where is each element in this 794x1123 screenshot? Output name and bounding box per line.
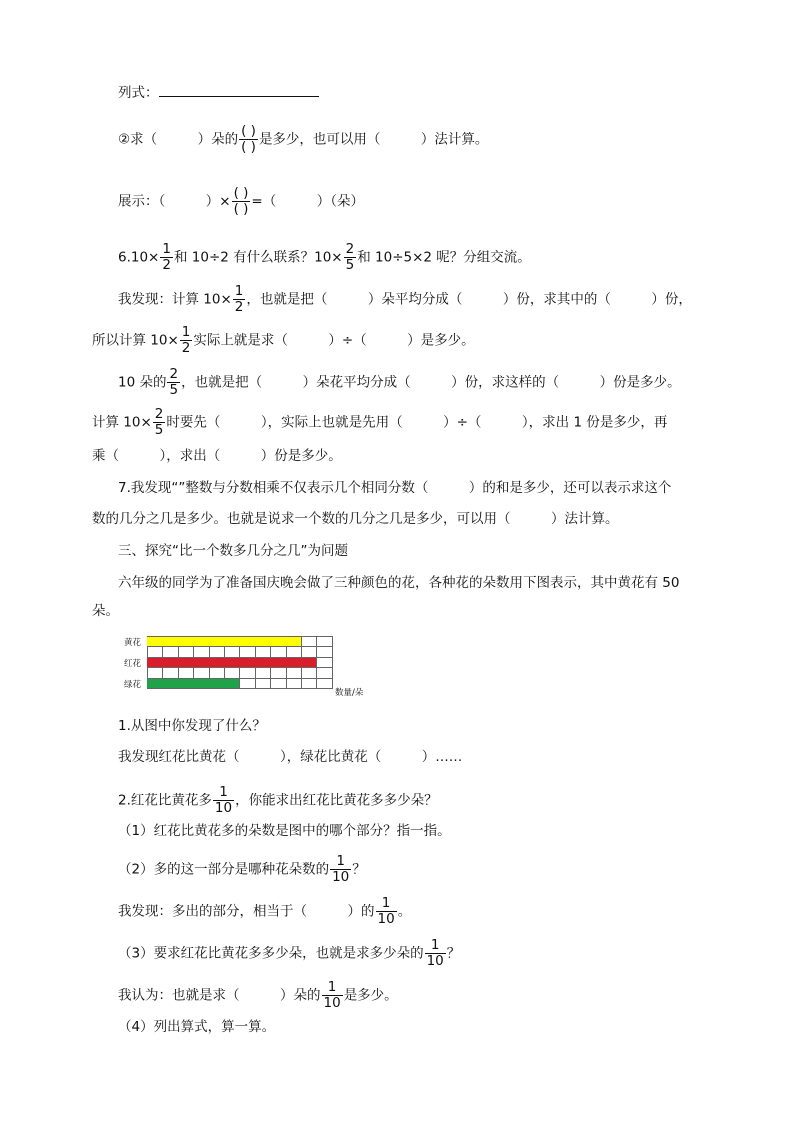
fraction-denominator: 10 — [426, 953, 444, 969]
fraction-denominator: 5 — [345, 257, 355, 273]
fraction-numerator: 2 — [154, 406, 164, 422]
problem-line-1: 六年级的同学为了准备国庆晚会做了三种颜色的花，各种花的朵数用下图表示，其中黄花有 50 — [118, 575, 680, 591]
formula-line — [118, 82, 319, 103]
fraction-denominator: ( ) — [241, 139, 256, 155]
sub-question-1: （1）红花比黄花多的朵数是图中的哪个部分？指一指。 — [118, 823, 451, 839]
text-segment: （3）要求红花比黄花多多少朵，也就是求多少朵的 — [118, 945, 424, 962]
fraction-numerator: 1 — [430, 937, 440, 953]
sub-question-2 — [118, 854, 366, 885]
fraction-denominator: 10 — [332, 869, 350, 885]
fraction-denominator: 5 — [154, 422, 164, 438]
finding-line-2 — [92, 325, 475, 356]
chart-grid-cell — [255, 678, 271, 689]
chart-category-label: 红花 — [124, 658, 142, 669]
text-segment: ？ — [446, 945, 461, 962]
text-segment: 是多少。 — [343, 987, 398, 1004]
fraction-numerator: ( ) — [233, 185, 249, 201]
text-segment: 10 朵的 — [118, 374, 167, 391]
fraction-denominator: 10 — [377, 911, 395, 927]
chart-grid-cell — [316, 678, 332, 689]
fraction-one-tenth — [376, 896, 397, 927]
text-segment: 实际上就是求（ ）÷（ ）是多少。 — [193, 332, 475, 349]
fraction-one-tenth — [322, 980, 343, 1011]
fraction-two-fifths — [344, 242, 357, 273]
chart-x-label: 数量/朵 — [335, 688, 364, 698]
text-segment: ？ — [352, 861, 366, 878]
answer-line-1: 我发现红花比黄花（ ），绿花比黄花（ ）…… — [118, 749, 463, 765]
fraction-one-tenth — [213, 785, 234, 816]
text-segment: 和 10÷2 有什么联系？10× — [173, 249, 343, 266]
text-segment: 时要先（ ），实际上也就是先用（ ）÷（ ），求出 1 份是多少，再 — [166, 414, 668, 431]
fraction-one-half — [233, 284, 246, 315]
text-segment: 我认为：也就是求（ ）朵的 — [118, 987, 321, 1004]
fraction-numerator: ( ) — [241, 123, 256, 139]
formula-label: 列式： — [118, 85, 159, 101]
chart-grid-cell — [239, 678, 255, 689]
text-segment: ，你能求出红花比黄花多多少朵？ — [235, 792, 438, 809]
fraction-blank — [239, 124, 258, 155]
fraction-denominator: 2 — [234, 299, 244, 315]
chart-grid-cell — [270, 678, 286, 689]
flower-bar-chart — [124, 636, 374, 702]
fraction-numerator: 1 — [219, 784, 228, 800]
text-segment: 和 10÷5×2 呢？分组交流。 — [357, 249, 531, 266]
fraction-numerator: 1 — [181, 324, 191, 340]
finding-line-6 — [118, 896, 411, 927]
fraction-numerator: 1 — [381, 895, 391, 911]
finding-line-4 — [92, 407, 667, 438]
chart-grid-cell — [301, 678, 317, 689]
fraction-numerator: 1 — [234, 283, 244, 299]
text-segment: 。 — [397, 903, 412, 920]
fraction-denominator: 5 — [169, 382, 179, 398]
fraction-blank — [232, 186, 251, 217]
chart-category-label: 黄花 — [124, 638, 142, 648]
text-segment: =（ ）（朵） — [251, 193, 364, 210]
fraction-denominator: 2 — [162, 257, 171, 273]
chart-category-label: 绿花 — [124, 679, 142, 690]
question-2 — [118, 785, 438, 816]
chart-bar — [147, 679, 239, 688]
fraction-denominator: 10 — [214, 800, 233, 816]
answer-blank[interactable] — [159, 82, 319, 97]
fraction-two-fifths — [153, 407, 166, 438]
opinion-line — [118, 980, 398, 1011]
finding-line-1 — [118, 284, 692, 315]
text-segment: 2.红花比黄花多 — [118, 792, 212, 809]
fraction-denominator: ( ) — [233, 201, 249, 217]
problem-line-2: 朵。 — [92, 603, 119, 619]
text-segment: ，也就是把（ ）朵花平均分成（ ）份，求这样的（ ）份是多少。 — [181, 374, 681, 391]
fraction-numerator: 1 — [162, 241, 171, 257]
text-segment: 我发现：多出的部分，相当于（ ）的 — [118, 903, 375, 920]
fraction-two-fifths — [167, 367, 180, 398]
fraction-one-half — [160, 242, 173, 273]
text-segment: ，也就是把（ ）朵平均分成（ ）份，求其中的（ ）份， — [246, 291, 692, 308]
fraction-denominator: 2 — [181, 340, 191, 356]
fraction-numerator: 2 — [169, 366, 179, 382]
sub-question-4: （4）列出算式，算一算。 — [118, 1019, 276, 1035]
display-line — [118, 186, 364, 217]
fraction-one-tenth — [330, 854, 351, 885]
question-7-line-2: 数的几分之几是多少。也就是说求一个数的几分之几是多少，可以用（ ）法计算。 — [92, 511, 619, 527]
chart-grid-cell — [286, 678, 302, 689]
fraction-one-half — [180, 325, 193, 356]
fraction-numerator: 1 — [327, 979, 337, 995]
question-6 — [118, 242, 531, 273]
fraction-one-tenth — [425, 938, 446, 969]
text-segment: 我发现：计算 10× — [118, 291, 232, 308]
text-segment: （2）多的这一部分是哪种花朵数的 — [118, 861, 330, 878]
question-1: 1.从图中你发现了什么？ — [118, 718, 266, 734]
fraction-numerator: 1 — [336, 853, 345, 869]
sub-question-3 — [118, 938, 460, 969]
finding-line-3 — [118, 367, 681, 398]
text-segment: 计算 10× — [92, 414, 152, 431]
section-heading: 三、探究“比一个数多几分之几”为问题 — [118, 543, 348, 559]
text-segment: 6.10× — [118, 249, 160, 266]
fraction-numerator: 2 — [345, 241, 355, 257]
finding-line-5: 乘（ ），求出（ ）份是多少。 — [92, 448, 342, 464]
text-segment: 是多少，也可以用（ ）法计算。 — [258, 131, 489, 148]
chart-bar — [147, 658, 316, 667]
question-7-line-1: 7.我发现“”整数与分数相乘不仅表示几个相同分数（ ）的和是多少，还可以表示求这个 — [118, 480, 672, 496]
text-segment: 所以计算 10× — [92, 332, 179, 349]
fraction-denominator: 10 — [323, 995, 341, 1011]
text-segment: ②求（ ）朵的 — [118, 131, 239, 148]
chart-bar — [147, 637, 301, 646]
text-segment: 展示：（ ）× — [118, 193, 231, 210]
question-line-2 — [118, 124, 488, 155]
